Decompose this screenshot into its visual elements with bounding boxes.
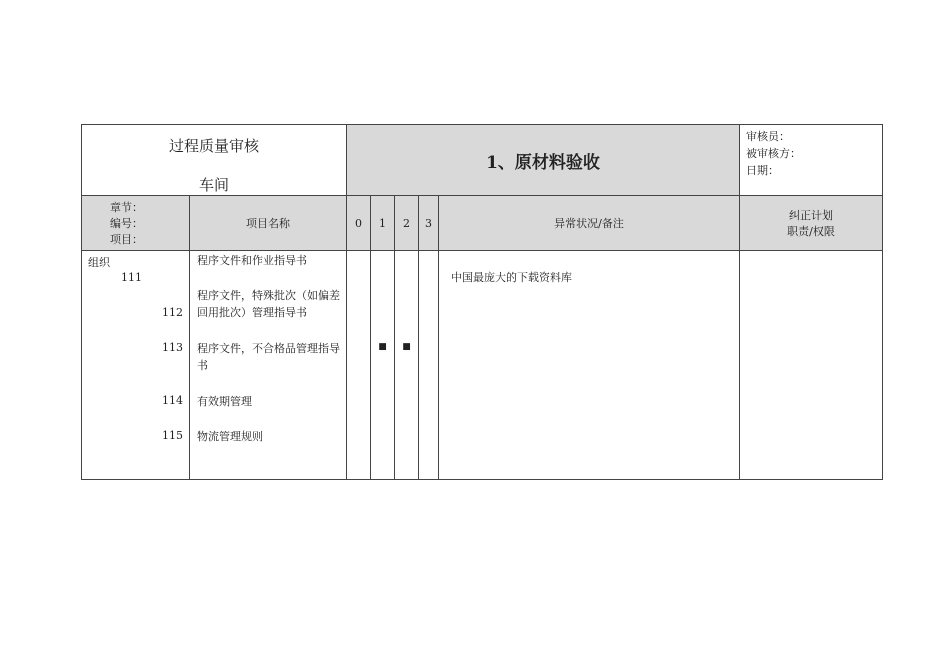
audit-meta bbox=[740, 125, 883, 196]
item-number: 114 bbox=[162, 394, 183, 407]
main-title: 1、原材料验收 bbox=[347, 125, 740, 196]
score-3-header: 3 bbox=[419, 196, 439, 251]
responsibility-label: 职责/权限 bbox=[787, 225, 835, 238]
item-name: 有效期管理 bbox=[197, 395, 252, 408]
item-name: 程序文件和作业指导书 bbox=[197, 254, 307, 267]
item-number: 111 bbox=[121, 271, 142, 284]
score-1-cell bbox=[371, 251, 395, 480]
section-org: 组织 bbox=[88, 256, 110, 269]
score-mark: ■ bbox=[378, 342, 387, 352]
action-plan-label: 纠正计划 bbox=[789, 209, 834, 222]
item-number: 115 bbox=[162, 429, 183, 442]
workshop-label: 车间 bbox=[199, 176, 230, 194]
item-name: 程序文件，特殊批次（如偏差回用批次）管理指导书 bbox=[197, 289, 340, 319]
item-label: 项目： bbox=[110, 233, 143, 246]
remarks-header: 异常状况/备注 bbox=[439, 196, 740, 251]
score-0-header: 0 bbox=[347, 196, 371, 251]
action-cell bbox=[740, 251, 883, 480]
section-label: 章节： bbox=[110, 201, 143, 214]
item-name: 物流管理规则 bbox=[197, 430, 263, 443]
auditor-label: 审核员： bbox=[746, 130, 791, 143]
action-header bbox=[740, 196, 883, 251]
remark-cell bbox=[439, 251, 740, 480]
score-mark: ■ bbox=[402, 342, 411, 352]
remark-text: 中国最庞大的下载资料库 bbox=[451, 271, 573, 284]
document-title: 过程质量审核 bbox=[169, 137, 260, 155]
title-row bbox=[82, 125, 883, 196]
section-numbers bbox=[82, 251, 190, 480]
column-header-row bbox=[82, 196, 883, 251]
score-3-cell bbox=[419, 251, 439, 480]
score-1-header: 1 bbox=[371, 196, 395, 251]
date-label: 日期： bbox=[746, 164, 780, 177]
number-label: 编号： bbox=[110, 217, 143, 230]
item-names bbox=[190, 251, 347, 480]
title-cell bbox=[82, 125, 347, 196]
body-row bbox=[82, 251, 883, 480]
audit-table bbox=[81, 124, 883, 480]
item-name: 程序文件，不合格品管理指导书 bbox=[197, 342, 340, 372]
score-2-cell bbox=[395, 251, 419, 480]
item-name-header: 项目名称 bbox=[190, 196, 347, 251]
section-header bbox=[82, 196, 190, 251]
item-number: 113 bbox=[162, 341, 183, 354]
auditee-label: 被审核方： bbox=[746, 147, 802, 160]
score-0-cell bbox=[347, 251, 371, 480]
item-number: 112 bbox=[162, 306, 183, 319]
score-2-header: 2 bbox=[395, 196, 419, 251]
